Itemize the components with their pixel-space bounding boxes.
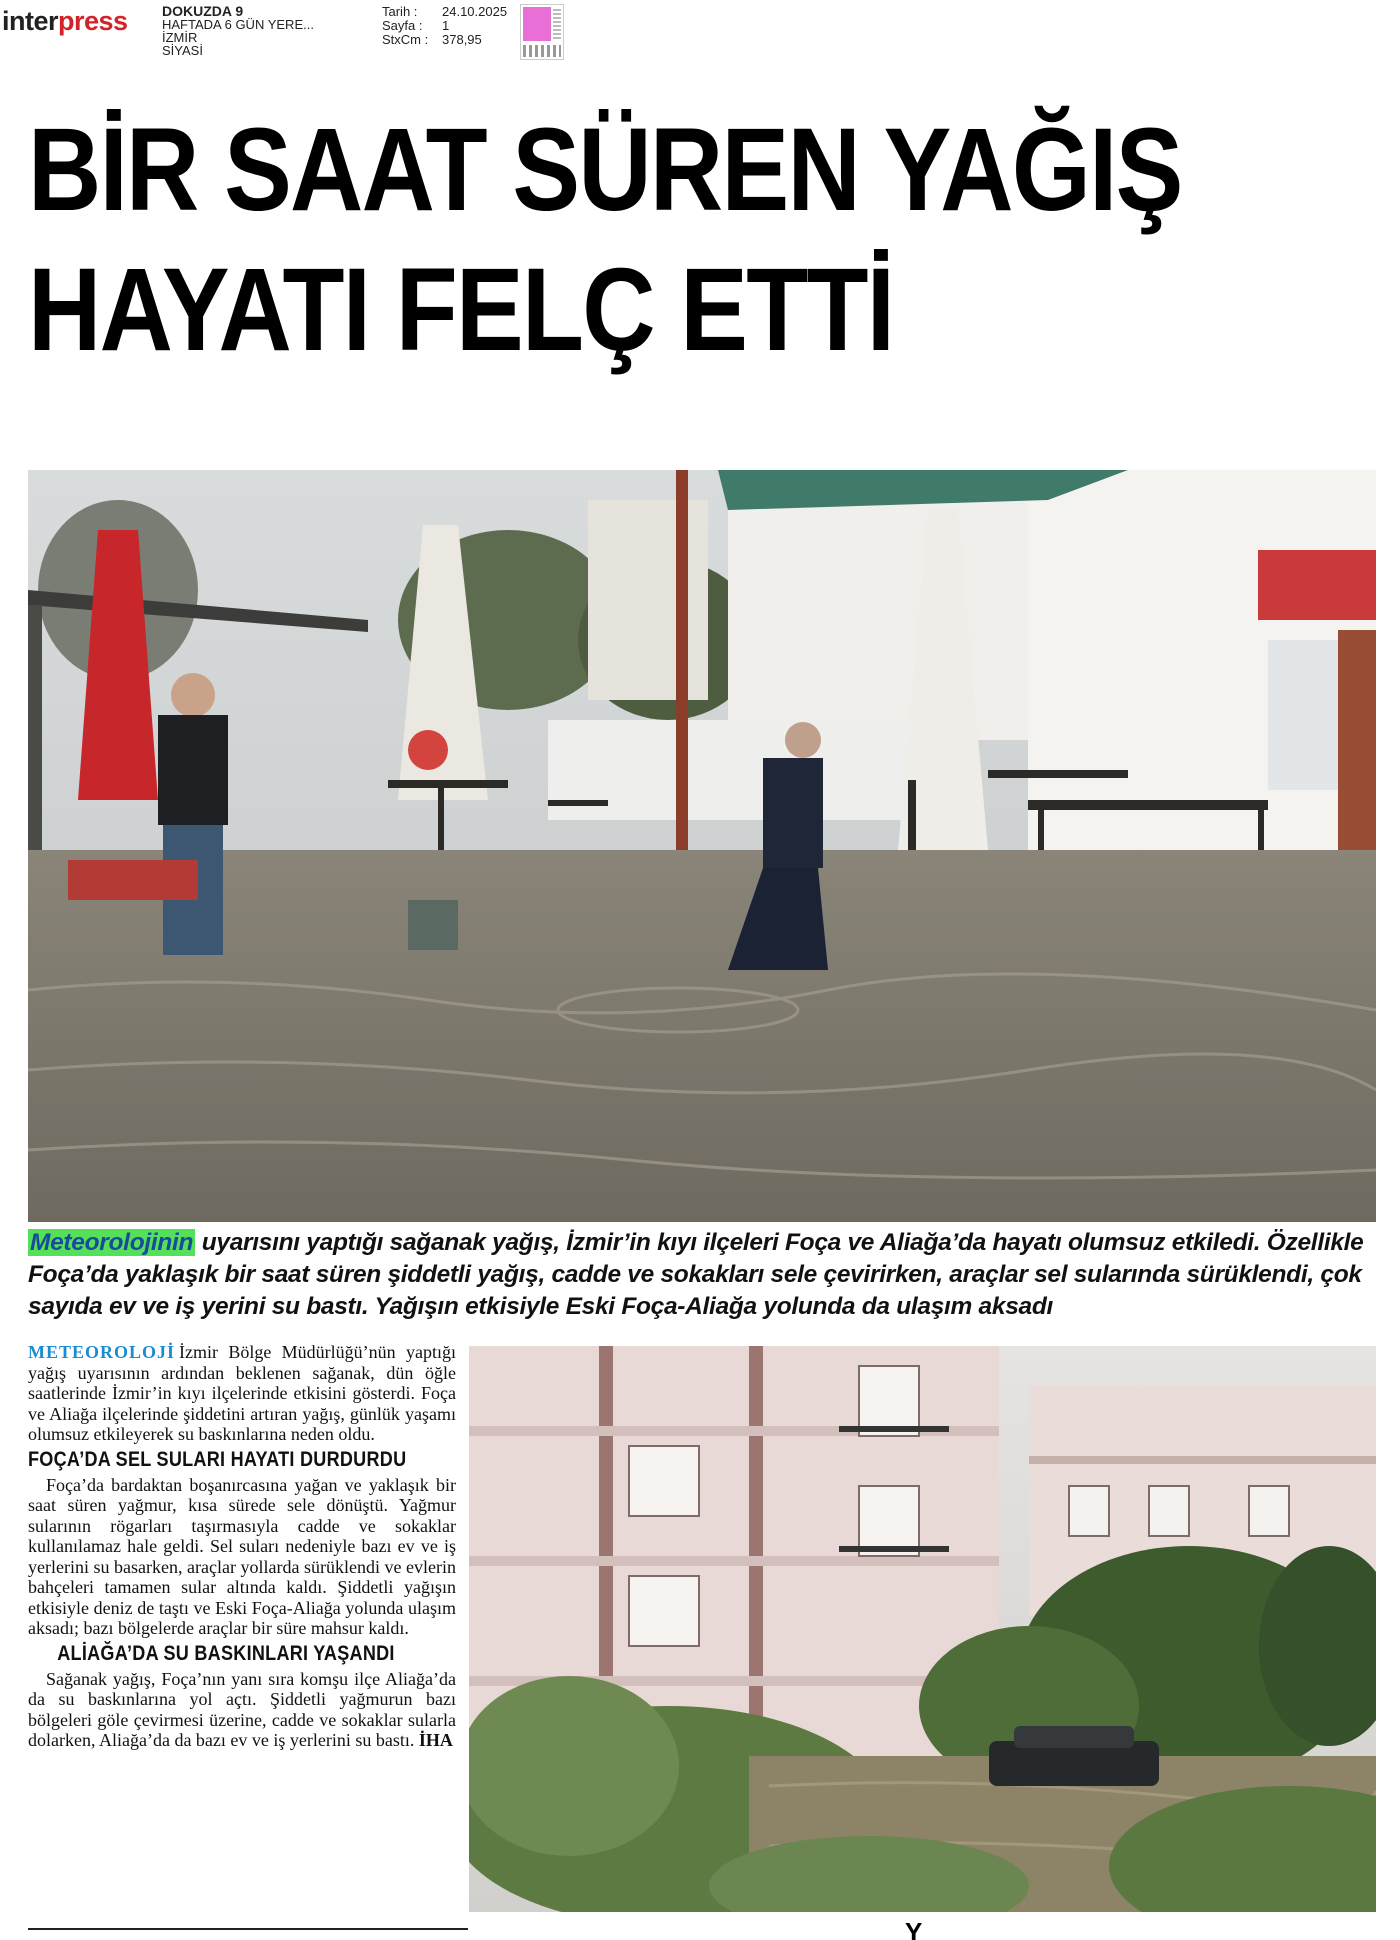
paragraph-foca: Foça’da bardaktan boşanırcasına yağan ve yaklaşık bir saat süren yağmur, kısa sürede sele dönüştü. Yağmur sularının rögarları taşırmasıyla cadde ve sokaklar kullanılamaz hale geldi. Sel suları nedeniyle bazı ev ve iş yerlerini su basarken, araçlar yollarda sürüklendi ve evlerin bahçeleri tamamen sular altında kaldı. Şiddetli yağışın etkisiyle deniz de taştı ve Eski Foça-Aliağa yolunda ulaşım aksadı; bazı bölgelerde araçlar bir süre mahsur kaldı. bbox=[28, 1474, 456, 1638]
stat-key: Tarih : bbox=[382, 4, 418, 19]
stat-key: Sayfa : bbox=[382, 18, 423, 33]
interpress-logo: interpress bbox=[2, 6, 128, 36]
headline-line-2: HAYATI FELÇ ETTİ bbox=[28, 244, 894, 376]
headline-line-1: BİR SAAT SÜREN YAĞIŞ bbox=[28, 104, 1182, 236]
page-thumbnail[interactable] bbox=[520, 4, 564, 60]
section-line: SİYASİ bbox=[162, 43, 203, 58]
stat-value-stxcm: 378,95 bbox=[442, 32, 482, 47]
subheading-aliaga: ALİAĞA’DA SU BASKINLARI YAŞANDI bbox=[57, 1641, 395, 1665]
lead-highlight: Meteorolojinin bbox=[30, 1229, 194, 1256]
stat-key: StxCm : bbox=[382, 32, 429, 47]
article-intro bbox=[28, 1342, 456, 1445]
bottom-rule bbox=[28, 1928, 468, 1930]
lead-paragraph bbox=[28, 1227, 1380, 1323]
intro-text: İzmir Bölge Müdürlüğü’nün yaptığı yağış uyarısının ardından beklenen sağanak, dün öğle saatlerinde İzmir’in kıyı ilçelerinde etkisini gösterdi. Foça ve Aliağa ilçelerinde şiddetini artıran yağış, günlük yaşamı olumsuz etkileyerek su baskınlarına neden oldu. bbox=[28, 1342, 456, 1444]
stat-value-page: 1 bbox=[442, 18, 450, 33]
subheading-foca: FOÇA’DA SEL SULARI HAYATI DURDURDU bbox=[28, 1447, 407, 1471]
section-line: HAFTADA 6 GÜN YERE... bbox=[162, 17, 314, 32]
section-line: İZMİR bbox=[162, 30, 198, 45]
headline bbox=[28, 100, 1388, 380]
clipping-stats bbox=[382, 5, 507, 47]
publication-meta bbox=[162, 5, 314, 57]
kicker: METEOROLOJİ bbox=[28, 1342, 176, 1362]
lead-text: uyarısını yaptığı sağanak yağış, İzmir’in kıyı ilçeleri Foça ve Aliağa’da hayatı olumsuz etkiledi. Özellikle Foça’da yaklaşık bir saat süren şiddetli yağış, cadde ve sokakları sele çevirirken, araçlar sel sularında sürüklendi, çok sayıda ev ve iş yerini su bastı. Yağışın etkisiyle Eski Foça-Aliağa yolunda da ulaşım aksadı bbox=[28, 1229, 1364, 1320]
next-article-letter: Y bbox=[905, 1917, 923, 1940]
source-credit: İHA bbox=[418, 1730, 453, 1750]
stat-value-date: 24.10.2025 bbox=[442, 4, 508, 19]
flooded-street-photo bbox=[469, 1346, 1376, 1912]
article-body bbox=[28, 1342, 456, 1751]
paragraph-aliaga-text: Sağanak yağış, Foça’nın yanı sıra komşu ilçe Aliağa’da da su baskınlarına yol açtı. Şiddetli yağmurun bazı bölgeleri göle çevirmesi üzerine, cadde ve sokaklar sularla dolarken, Aliağa’da da bazı ev ve iş yerlerini su bastı. bbox=[28, 1668, 456, 1750]
publication-name: DOKUZDA 9 bbox=[162, 3, 244, 19]
flooded-cafe-photo bbox=[28, 470, 1376, 1222]
paragraph-aliaga bbox=[28, 1669, 456, 1751]
